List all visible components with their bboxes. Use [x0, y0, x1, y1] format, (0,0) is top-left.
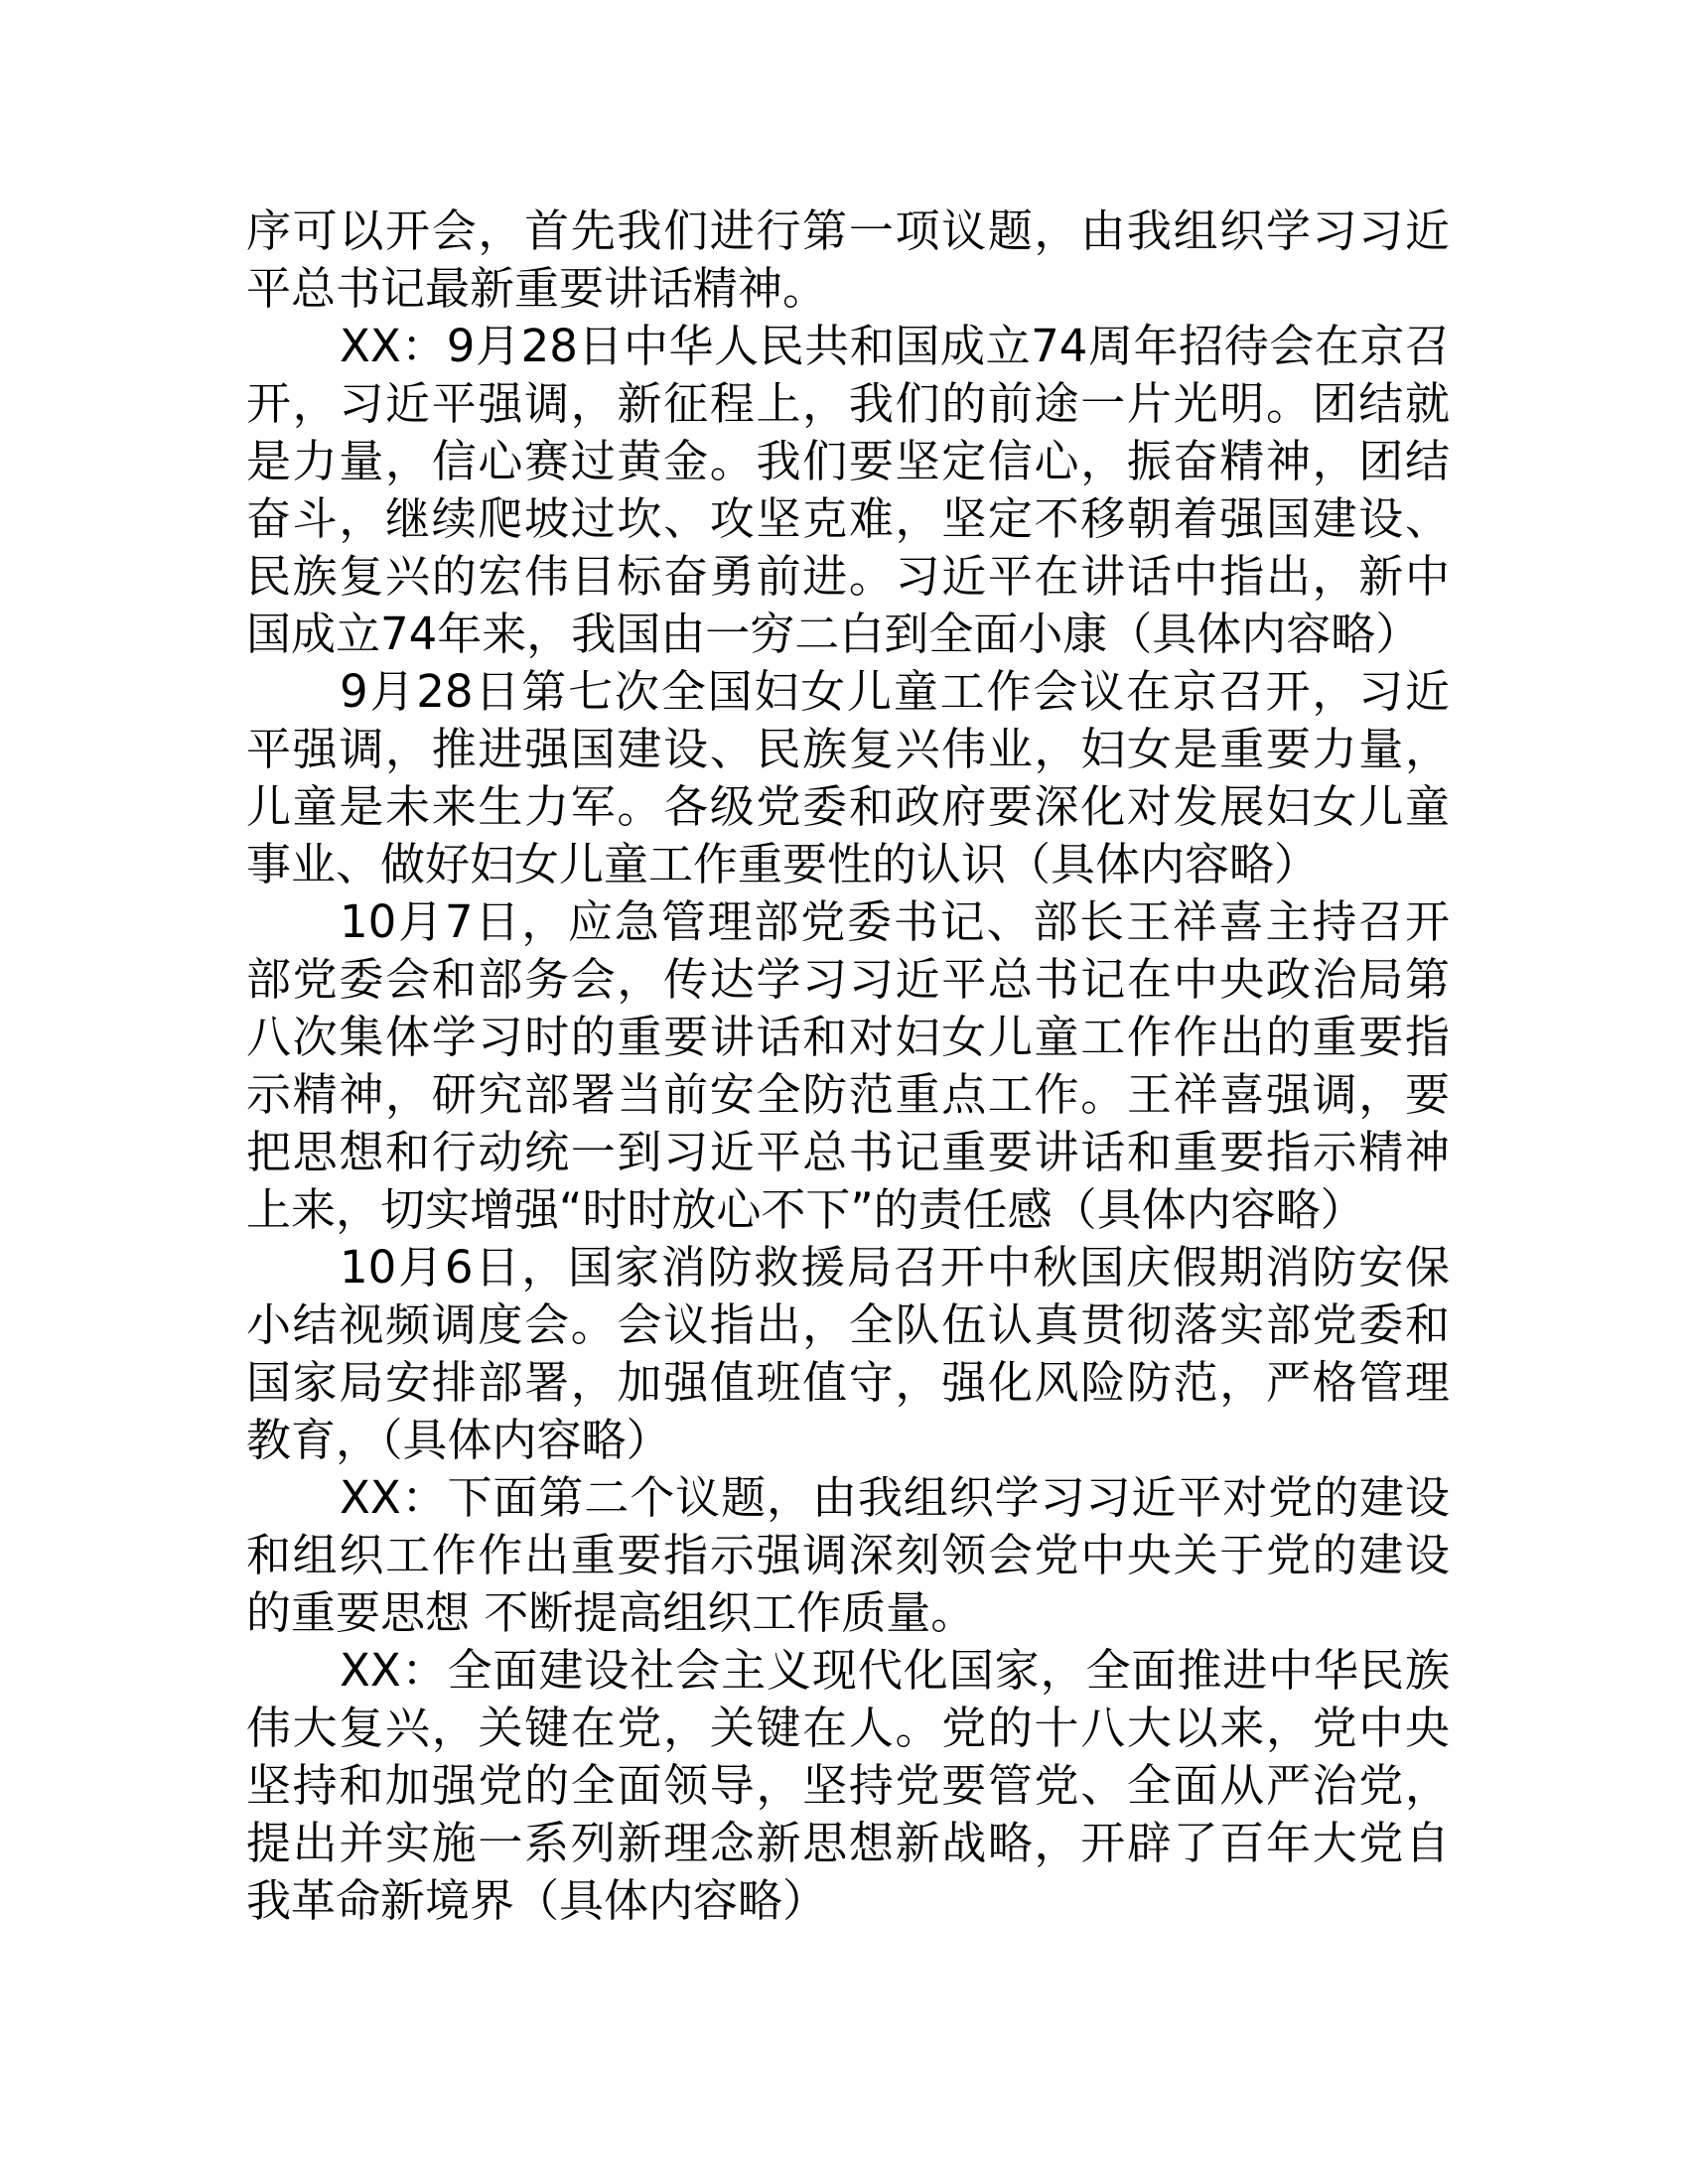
- paragraph-second-agenda-item: XX：下面第二个议题，由我组织学习习近平对党的建设和组织工作作出重要指示强调深刻领会党中央关于党的建设的重要思想 不断提高组织工作质量。: [246, 1471, 1450, 1639]
- paragraph-fire-rescue-meeting: 10月6日，国家消防救援局召开中秋国庆假期消防安保小结视频调度会。会议指出，全队伍认真贯彻落实部党委和国家局安排部署，加强值班值守，强化风险防范，严格管理教育，（具体内容略）: [246, 1241, 1450, 1466]
- paragraph-party-building: XX：全面建设社会主义现代化国家，全面推进中华民族伟大复兴，关键在党，关键在人。党的十八大以来，党中央坚持和加强党的全面领导，坚持党要管党、全面从严治党，提出并实施一系列新理念新思想新战略，开辟了百年大党自我革命新境界（具体内容略）: [246, 1644, 1450, 1927]
- document-body: [246, 203, 1450, 1930]
- paragraph-women-children-conference: 9月28日第七次全国妇女儿童工作会议在京召开，习近平强调，推进强国建设、民族复兴伟业，妇女是重要力量，儿童是未来生力军。各级党委和政府要深化对发展妇女儿童事业、做好妇女儿童工作重要性的认识（具体内容略）: [246, 665, 1450, 890]
- paragraph-national-day-reception: XX：9月28日中华人民共和国成立74周年招待会在京召开，习近平强调，新征程上，我们的前途一片光明。团结就是力量，信心赛过黄金。我们要坚定信心，振奋精神，团结奋斗，继续爬坡过坎、攻坚克难，坚定不移朝着强国建设、民族复兴的宏伟目标奋勇前进。习近平在讲话中指出，新中国成立74年来，我国由一穷二白到全面小康（具体内容略）: [246, 320, 1450, 660]
- paragraph-continuation: 序可以开会，首先我们进行第一项议题，由我组织学习习近平总书记最新重要讲话精神。: [246, 205, 1450, 315]
- paragraph-emergency-management-meeting: 10月7日，应急管理部党委书记、部长王祥喜主持召开部党委会和部务会，传达学习习近平总书记在中央政治局第八次集体学习时的重要讲话和对妇女儿童工作作出的重要指示精神，研究部署当前安全防范重点工作。王祥喜强调，要把思想和行动统一到习近平总书记重要讲话和重要指示精神上来，切实增强“时时放心不下”的责任感（具体内容略）: [246, 895, 1450, 1236]
